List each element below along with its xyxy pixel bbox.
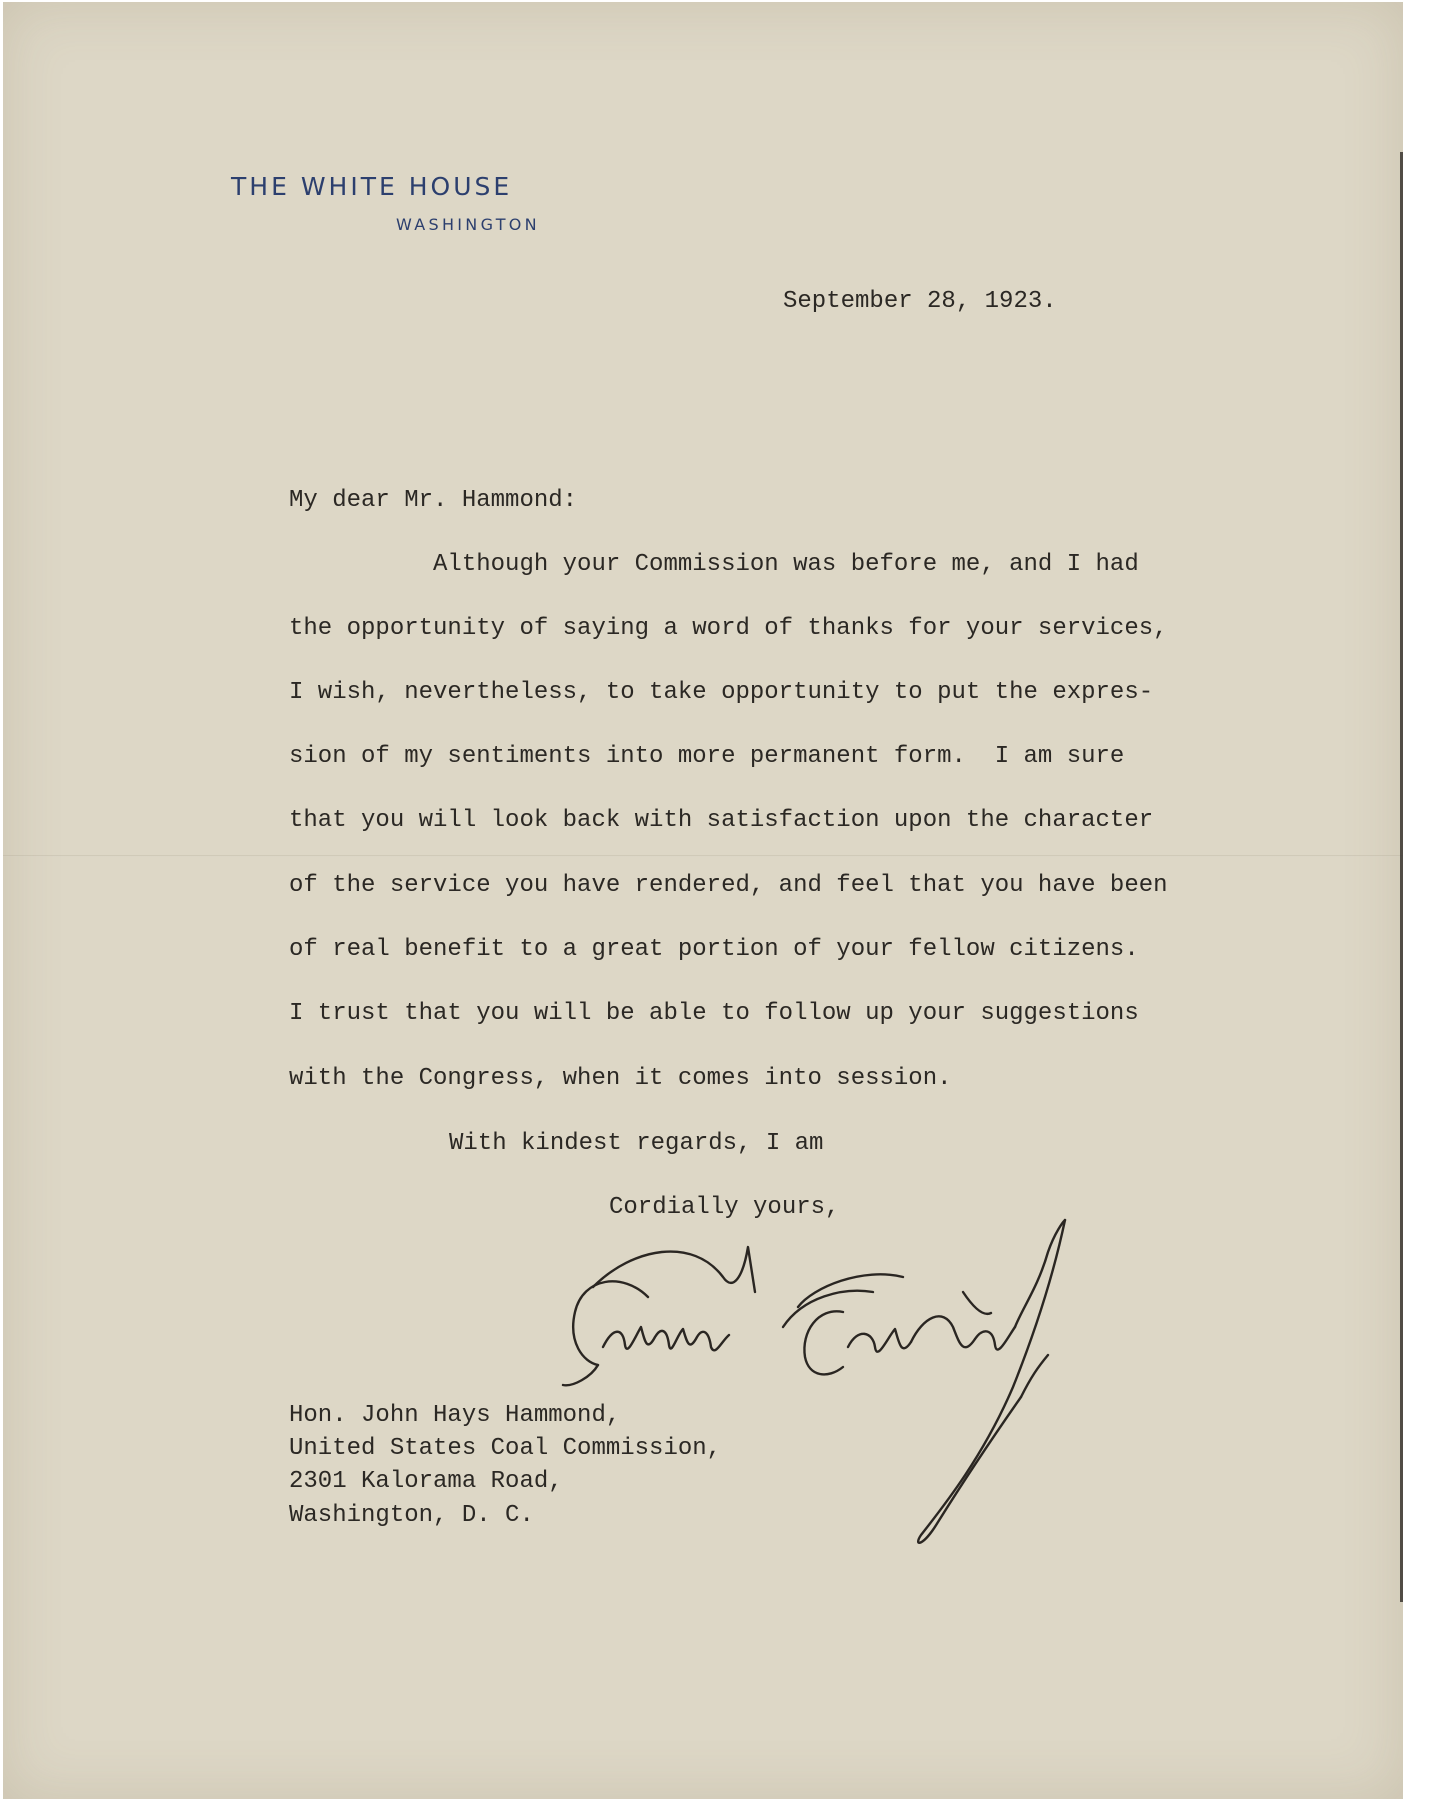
body-line: I trust that you will be able to follow up your suggestions bbox=[289, 1000, 1139, 1027]
fold-crease bbox=[3, 855, 1403, 857]
closing-valediction: Cordially yours, bbox=[609, 1194, 840, 1221]
handwritten-signature bbox=[543, 1217, 1223, 1557]
closing-regards: With kindest regards, I am bbox=[449, 1130, 824, 1157]
body-line: of the service you have rendered, and feel that you have been bbox=[289, 872, 1168, 899]
body-line: the opportunity of saying a word of thanks for your services, bbox=[289, 615, 1168, 642]
salutation: My dear Mr. Hammond: bbox=[289, 487, 578, 514]
body-line: with the Congress, when it comes into session. bbox=[289, 1065, 952, 1092]
letter-page bbox=[3, 2, 1403, 1799]
body-line: that you will look back with satisfaction upon the character bbox=[289, 807, 1154, 834]
letterhead-subtitle: WASHINGTON bbox=[396, 215, 540, 234]
addressee-line: Hon. John Hays Hammond, bbox=[289, 1402, 621, 1429]
addressee-line: Washington, D. C. bbox=[289, 1502, 534, 1529]
letterhead-title: THE WHITE HOUSE bbox=[231, 172, 513, 201]
addressee-line: 2301 Kalorama Road, bbox=[289, 1468, 563, 1495]
body-line: sion of my sentiments into more permanent form. I am sure bbox=[289, 743, 1125, 770]
letter-date: September 28, 1923. bbox=[783, 288, 1057, 315]
body-line: Although your Commission was before me, and I had bbox=[289, 551, 1139, 578]
page-edge-shadow bbox=[1400, 152, 1403, 1602]
addressee-line: United States Coal Commission, bbox=[289, 1435, 722, 1462]
body-line: of real benefit to a great portion of your fellow citizens. bbox=[289, 936, 1139, 963]
body-line: I wish, nevertheless, to take opportunity to put the expres- bbox=[289, 679, 1154, 706]
